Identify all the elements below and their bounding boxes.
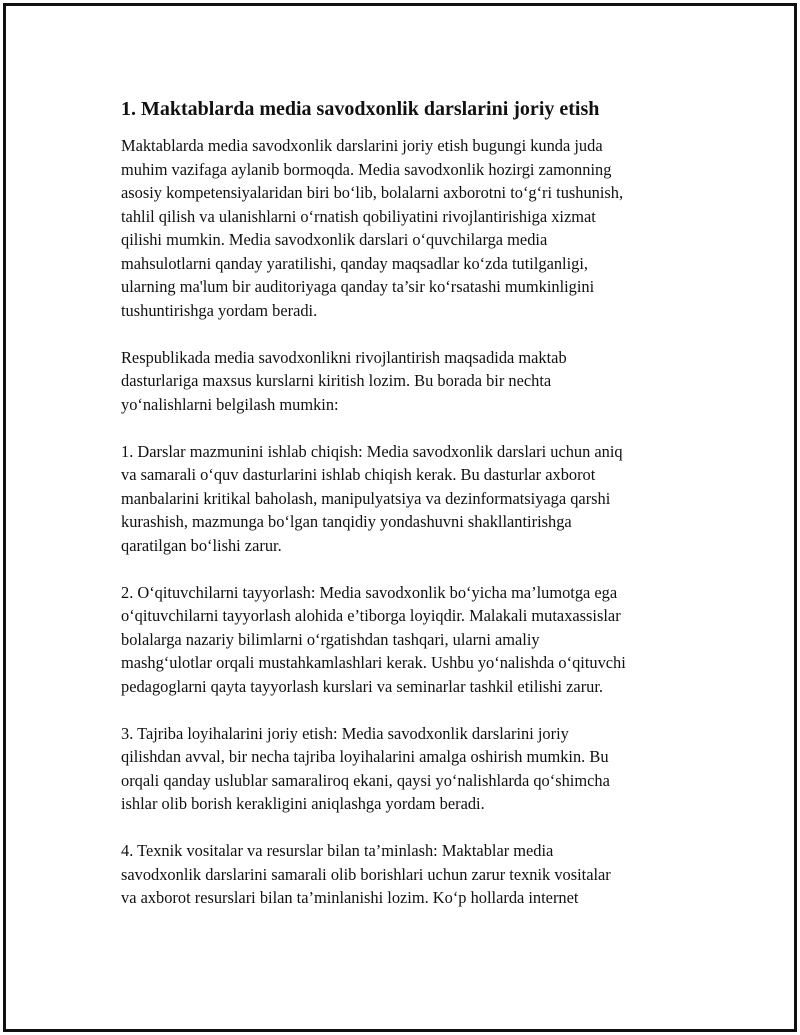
paragraph-item-1: 1. Darslar mazmunini ishlab chiqish: Media savodxonlik darslari uchun aniq va samarali o‘quv dasturlarini ishlab chiqish kerak. Bu dasturlar axborot manbalarini kritikal baholash, manipulyatsiya va dezinformatsiyaga qarshi kurashish, mazmunga bo‘lgan tanqidiy yondashuvni shakllantirishga qaratilgan bo‘lishi zarur. (121, 441, 623, 555)
section-heading: 1. Maktablarda media savodxonlik darslarini joriy etish (121, 98, 600, 120)
paragraph-item-2: 2. O‘qituvchilarni tayyorlash: Media savodxonlik bo‘yicha ma’lumotga ega o‘qituvchilarni tayyorlash alohida e’tiborga loyiqdir. Malakali mutaxassislar bolalarga nazariy bilimlarni o‘rgatishdan tashqari, ularni amaliy mashg‘ulotlar orqali mustahkamlashlari kerak. Ushbu yo‘nalishda o‘qituvchi pedagoglarni qayta tayyorlash kurslari va seminarlar tashkil etilishi zarur. (121, 582, 626, 696)
document-page (3, 3, 797, 1032)
paragraph-intro: Maktablarda media savodxonlik darslarini joriy etish bugungi kunda juda muhim vazifaga aylanib bormoqda. Media savodxonlik hozirgi zamonning asosiy kompetensiyalaridan biri bo‘lib, bolalarni axborotni to‘g‘ri tushunish, tahlil qilish va ulanishlarni o‘rnatish qobiliyatini rivojlantirishiga xizmat qilishi mumkin. Media savodxonlik darslari o‘quvchilarga media mahsulotlarni qanday yaratilishi, qanday maqsadlar ko‘zda tutilganligi, ularning ma'lum bir auditoriyaga qanday ta’sir ko‘rsatashi mumkinligini tushuntirishga yordam beradi. (121, 136, 624, 320)
paragraph-item-4: 4. Texnik vositalar va resurslar bilan ta’minlash: Maktablar media savodxonlik darslarini samarali olib borishlari uchun zarur texnik vositalar va axborot resurslari bilan ta’minlanishi lozim. Ko‘p hollarda internet (121, 841, 611, 907)
paragraph-item-3: 3. Tajriba loyihalarini joriy etish: Media savodxonlik darslarini joriy qilishdan avval, bir necha tajriba loyihalarini amalga oshirish mumkin. Bu orqali qanday uslublar samaraliroq ekani, qaysi yo‘nalishlarda qo‘shimcha ishlar olib borish kerakligini aniqlashga yordam beradi. (121, 723, 610, 813)
paragraph-directions: Respublikada media savodxonlikni rivojlantirish maqsadida maktab dasturlariga maxsus kurslarni kiritish lozim. Bu borada bir nechta yo‘nalishlarni belgilash mumkin: (121, 347, 567, 414)
document-body (121, 96, 696, 933)
